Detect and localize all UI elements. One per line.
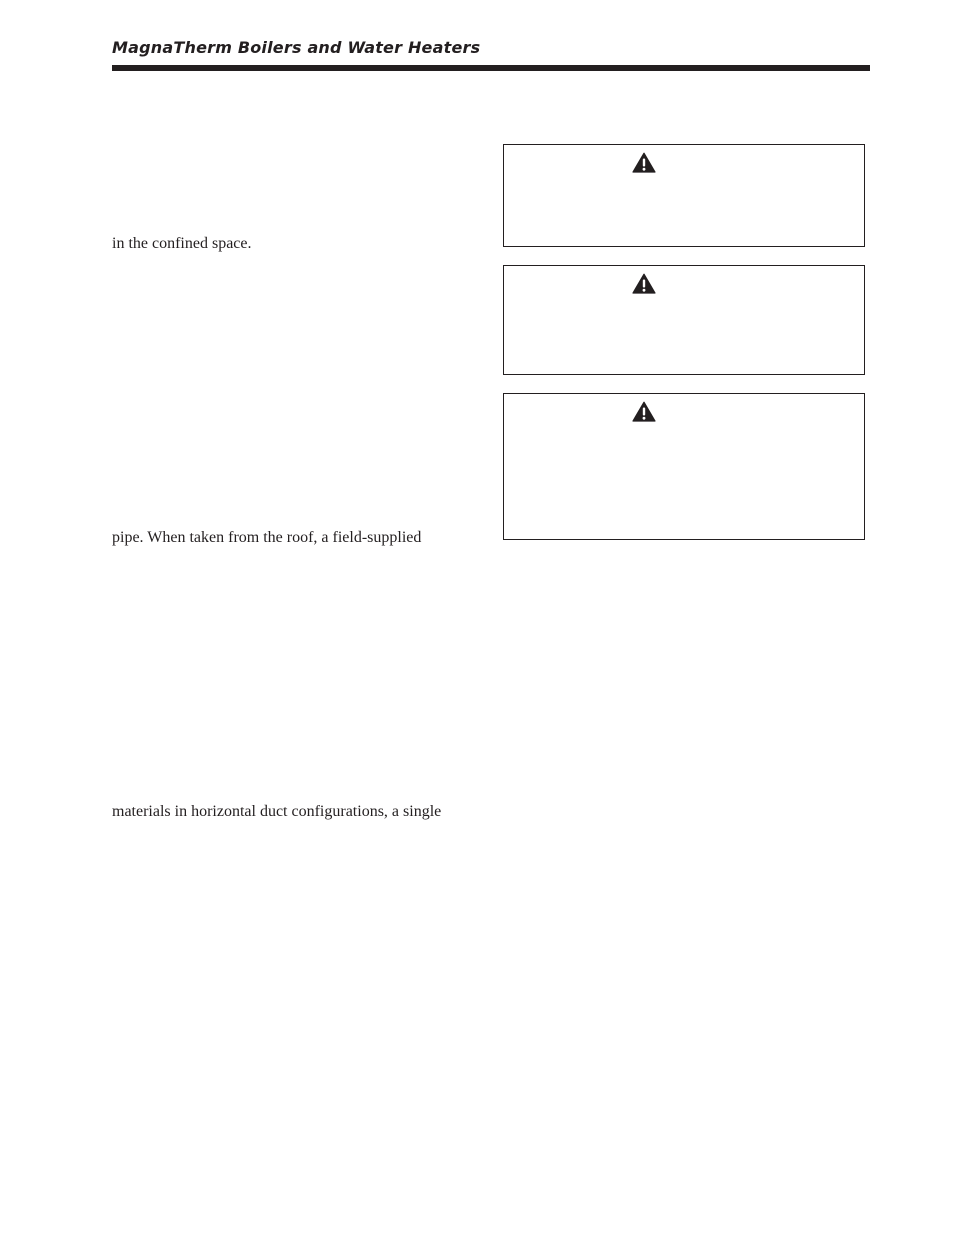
warning-box [503, 265, 865, 375]
warning-triangle-icon [632, 152, 656, 173]
running-header-title: MagnaTherm Boilers and Water Heaters [112, 38, 481, 57]
body-text-line: in the confined space. [112, 235, 252, 252]
body-text-line: pipe. When taken from the roof, a field-supplied [112, 529, 422, 546]
warning-triangle-icon [632, 401, 656, 422]
warning-box [503, 393, 865, 540]
warning-triangle-icon [632, 273, 656, 294]
body-text-line: materials in horizontal duct configurations, a single [112, 803, 442, 820]
header-rule [112, 65, 870, 71]
warning-box [503, 144, 865, 247]
